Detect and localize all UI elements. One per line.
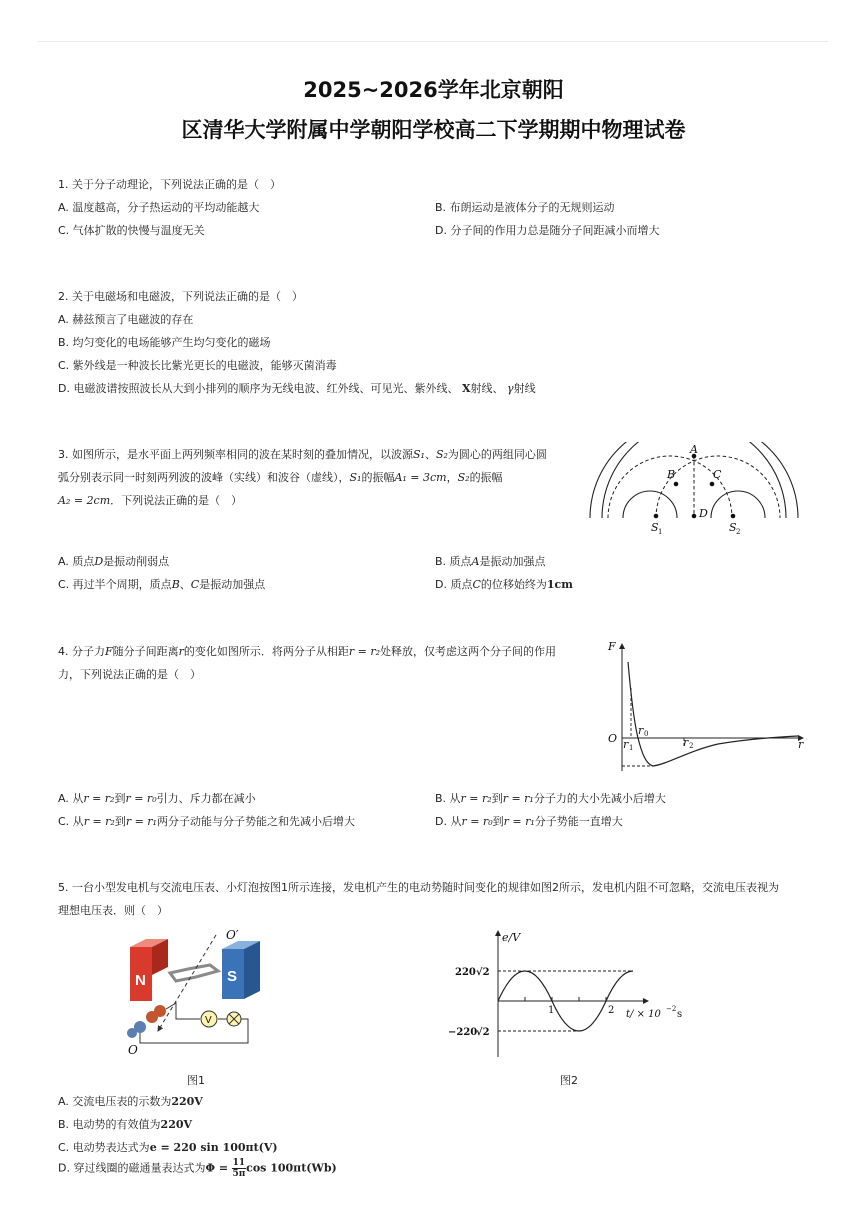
x-axis-exponent: −2: [666, 1005, 677, 1013]
option-text: 是振动削弱点: [103, 555, 170, 568]
question-3-option-c: [58, 578, 265, 591]
question-1-option-d: D. 分子间的作用力总是随分子间距减小而增大: [435, 224, 660, 237]
release-distance: r = r₂: [348, 645, 381, 658]
question-5-option-c: [58, 1141, 278, 1154]
south-magnet-label: S: [227, 968, 238, 985]
question-1-option-c: C. 气体扩散的快慢与温度无关: [58, 224, 205, 237]
point-c-dot: [710, 482, 715, 487]
label-r2-subscript: 2: [689, 742, 694, 750]
question-4-stem-line1: [58, 645, 556, 658]
option-text: A. 质点: [58, 555, 95, 568]
option-text: 射线: [513, 382, 536, 395]
s2-crest-inner: [711, 491, 765, 518]
armature-coil: [170, 965, 218, 981]
source-s2-dot: [731, 514, 736, 519]
page-title-line1: 2025~2026学年北京朝阳: [303, 78, 564, 102]
flux-coefficient-fraction: [232, 1158, 247, 1179]
question-5-option-b: [58, 1118, 192, 1131]
stem-text: 的变化如图所示．将两分子从相距: [183, 645, 349, 658]
source-s1: S₁: [349, 471, 362, 484]
peak-value: 220: [455, 967, 476, 978]
s1-trough: [608, 456, 732, 518]
label-s1-subscript: 1: [658, 528, 663, 536]
slip-ring-2: [146, 1011, 158, 1023]
stem-text: 、: [424, 448, 436, 461]
axis-label-o: O: [128, 1043, 138, 1057]
source-s1-dot: [654, 514, 659, 519]
option-text: 是振动加强点: [199, 578, 266, 591]
question-1-option-a: A. 温度越高，分子热运动的平均动能越大: [58, 201, 260, 214]
question-2-stem: 2. 关于电磁场和电磁波，下列说法正确的是（ ）: [58, 290, 303, 303]
question-5-figure-1-generator: [118, 927, 268, 1059]
question-3-wave-interference-figure: [585, 442, 810, 542]
question-5-option-d: [58, 1158, 337, 1179]
math-expr: r = r₀: [461, 815, 493, 828]
question-1-option-b: B. 布朗运动是液体分子的无规则运动: [435, 201, 615, 214]
option-text: A. 从: [58, 792, 84, 805]
question-4-option-d: [435, 815, 623, 828]
label-d: D: [699, 507, 708, 520]
figure-1-caption: 图1: [187, 1074, 205, 1087]
amplitude-a1: A₁ = 3cm: [394, 471, 447, 484]
option-text: D. 质点: [435, 578, 473, 591]
option-text: B. 电动势的有效值为: [58, 1118, 161, 1131]
s2-trough: [656, 456, 780, 518]
stem-text: 4. 分子力: [58, 645, 105, 658]
option-text: C. 从: [58, 815, 84, 828]
force-symbol: F: [105, 645, 113, 658]
label-a: A: [690, 443, 698, 456]
stem-text: 的振幅: [361, 471, 395, 484]
north-magnet-label: N: [135, 972, 146, 989]
stem-text: 处释放，仅考虑这两个分子间的作用: [380, 645, 557, 658]
trough-sqrt: √2: [476, 1027, 490, 1038]
s1-crest-inner: [623, 491, 677, 518]
option-text: D. 穿过线圈的磁通量表达式为: [58, 1161, 206, 1175]
question-3-stem-line2: [58, 471, 503, 484]
question-4-option-b: [435, 792, 666, 805]
stem-text: 随分子间距离: [112, 645, 179, 658]
question-3-option-d: [435, 578, 573, 591]
option-text: 的位移始终为: [480, 578, 547, 591]
displacement-value: 1cm: [546, 578, 573, 591]
label-r1: r: [623, 738, 629, 751]
trough-value: −220: [448, 1027, 478, 1038]
option-text: 、: [179, 578, 191, 591]
source-s2: S₂: [457, 471, 470, 484]
question-5-option-a: [58, 1095, 203, 1108]
question-5-stem-line2: 理想电压表．则（ ）: [58, 904, 168, 917]
x-axis-label: t/ × 10: [626, 1009, 661, 1020]
voltmeter-label: V: [205, 1015, 212, 1026]
south-magnet-side: [244, 941, 260, 999]
s1-crest-outer: [590, 442, 786, 518]
point-c-ref: C: [472, 578, 481, 591]
option-text: D. 电磁波谱按照波长从大到小排列的顺序为无线电波、红外线、可见光、紫外线、: [58, 382, 459, 395]
question-5-figure-2-emf-graph: [438, 927, 698, 1062]
question-2-option-b: B. 均匀变化的电场能够产生均匀变化的磁场: [58, 336, 271, 349]
question-4-option-c: [58, 815, 355, 828]
y-axis-label: e/V: [502, 931, 521, 944]
flux-symbol: Φ =: [205, 1161, 229, 1175]
stem-text: 3. 如图所示，是水平面上两列频率相同的波在某时刻的叠加情况，以波源: [58, 448, 413, 461]
point-a-ref: A: [471, 555, 480, 568]
option-text: 是振动加强点: [479, 555, 546, 568]
option-text: B. 质点: [435, 555, 472, 568]
emf-expression: e = 220 sin 100πt(V): [149, 1141, 278, 1154]
label-r0-subscript: 0: [644, 730, 649, 738]
option-text: 射线、: [470, 382, 504, 395]
math-expr: r = r₀: [125, 792, 157, 805]
amplitude-a2: A₂ = 2cm: [58, 494, 111, 507]
math-expr: r = r₂: [83, 792, 115, 805]
point-c-ref: C: [190, 578, 200, 591]
question-3-stem-line3: [58, 494, 242, 507]
option-text: 到: [491, 792, 503, 805]
label-r2: r: [683, 736, 689, 749]
flux-expression: cos 100πt(Wb): [246, 1161, 337, 1175]
math-expr: r = r₁: [125, 815, 157, 828]
tick-label-1: 1: [548, 1005, 555, 1016]
tick-label-2: 2: [608, 1005, 615, 1016]
question-3-option-b: [435, 555, 546, 568]
question-2-option-c: C. 紫外线是一种波长比紫光更长的电磁波，能够灭菌消毒: [58, 359, 337, 372]
label-r: r: [798, 738, 804, 751]
option-text: D. 从: [435, 815, 462, 828]
option-text: 两分子动能与分子势能之和先减小后增大: [156, 815, 355, 828]
voltage-value: 220V: [160, 1118, 193, 1131]
x-ray-symbol: X: [461, 382, 471, 395]
label-origin: O: [608, 732, 618, 745]
point-b-dot: [674, 482, 679, 487]
stem-text: 为圆心的两组同心圆: [447, 448, 547, 461]
option-text: C. 再过半个周期，质点: [58, 578, 172, 591]
option-text: 分子势能一直增大: [534, 815, 623, 828]
question-4-molecular-force-graph: [598, 636, 813, 776]
option-text: 到: [492, 815, 504, 828]
x-axis-unit: s: [677, 1009, 683, 1020]
header-divider: [38, 41, 828, 42]
page-title-line2: 区清华大学附属中学朝阳学校高二下学期期中物理试卷: [181, 118, 686, 142]
math-expr: r = r₂: [83, 815, 115, 828]
option-text: C. 电动势表达式为: [58, 1141, 150, 1154]
label-s2-subscript: 2: [736, 528, 741, 536]
stem-text: ．下列说法正确的是（ ）: [110, 494, 243, 507]
brush-2: [127, 1028, 137, 1038]
distance-symbol: r: [178, 645, 184, 658]
label-r1-subscript: 1: [629, 744, 634, 752]
figure-2-caption: 图2: [560, 1074, 578, 1087]
point-d-dot: [692, 514, 697, 519]
wire-top: [166, 1003, 200, 1019]
option-text: B. 从: [435, 792, 461, 805]
question-3-option-a: [58, 555, 169, 568]
force-curve: [628, 662, 798, 766]
stem-text: 的振幅: [469, 471, 503, 484]
label-f: F: [608, 640, 616, 653]
label-s2: S: [729, 521, 737, 534]
point-b-ref: B: [171, 578, 180, 591]
voltage-value: 220V: [171, 1095, 203, 1108]
question-5-stem-line1: 5. 一台小型发电机与交流电压表、小灯泡按图1所示连接，发电机产生的电动势随时间变化的规律如图2所示，发电机内阻不可忽略，交流电压表视为: [58, 881, 779, 894]
question-4-stem-line2: 力，下列说法正确的是（ ）: [58, 668, 201, 681]
axis-label-o-prime: O′: [226, 928, 239, 942]
point-d-ref: D: [94, 555, 104, 568]
label-s1: S: [651, 521, 659, 534]
gamma-symbol: γ: [507, 382, 514, 395]
option-text: A. 交流电压表的示数为: [58, 1095, 172, 1108]
peak-sqrt: √2: [476, 967, 490, 978]
math-expr: r = r₁: [503, 815, 535, 828]
fraction-denominator: 5π: [232, 1169, 246, 1179]
option-text: 到: [114, 815, 126, 828]
stem-text: 弧分别表示同一时刻两列波的波峰（实线）和波谷（虚线），: [58, 471, 350, 484]
option-text: 到: [114, 792, 126, 805]
question-4-option-a: [58, 792, 256, 805]
math-expr: r = r₂: [460, 792, 492, 805]
question-1-stem: 1. 关于分子动理论，下列说法正确的是（ ）: [58, 178, 281, 191]
source-s2: S₂: [435, 448, 448, 461]
fraction-numerator: 11: [232, 1158, 246, 1168]
question-3-stem-line1: [58, 448, 547, 461]
stem-text: ，: [446, 471, 458, 484]
question-2-option-a: A. 赫兹预言了电磁波的存在: [58, 313, 194, 326]
option-text: 分子力的大小先减小后增大: [533, 792, 666, 805]
label-r0: r: [638, 724, 644, 737]
option-text: 引力、斥力都在减小: [156, 792, 256, 805]
label-b: B: [667, 468, 676, 481]
label-c: C: [713, 468, 722, 481]
math-expr: r = r₁: [502, 792, 534, 805]
source-s1: S₁: [413, 448, 425, 461]
question-2-option-d: [58, 382, 536, 395]
